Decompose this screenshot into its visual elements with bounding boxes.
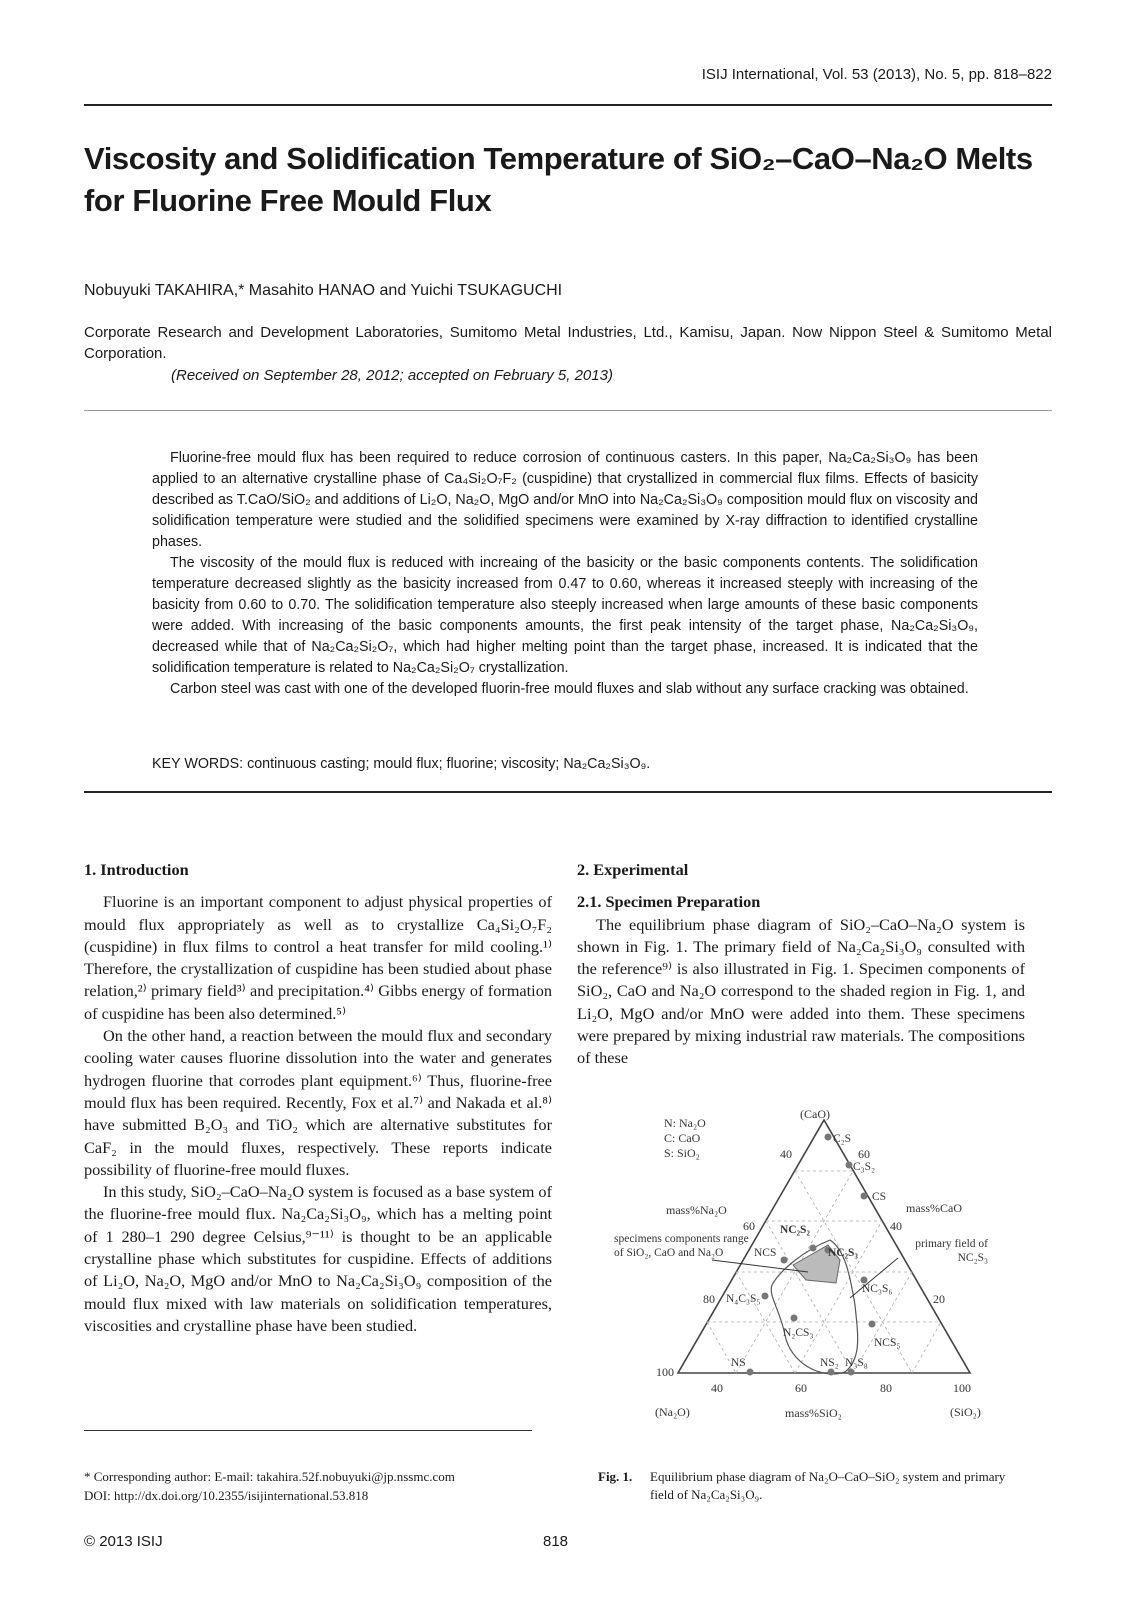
label-n4c3s5: N₄C₃S₅ (726, 1293, 761, 1305)
tick-right-40: 40 (890, 1219, 902, 1233)
tick-bottom-100: 100 (953, 1381, 971, 1395)
legend-sio2: S: SiO₂ (664, 1146, 700, 1160)
abstract-paragraph-2: The viscosity of the mould flux is reduced with increaing of the basicity or the basic components contents. The solidification temperature decreased slightly as the basicity increased from 0.47 to 0.60, whereas it increased steeply with increasing of the basicity from 0.60 to 0.70. The solidification temperature also steeply increased when large amounts of these basic components were added. With increasing of the basic components amounts, the first peak intensity of the target phase, Na₂Ca₂Si₃O₉, decreased while that of Na₂Ca₂Si₂O₇, which had higher melting point than the target phase, increased. It is indicated that the solidification temperature is related to Na₂Ca₂Si₂O₇ crystallization. (152, 555, 978, 676)
apex-cao: (CaO) (800, 1107, 830, 1121)
label-nc2s3: NC₂S₃ (828, 1247, 858, 1259)
intro-paragraph-3: In this study, SiO₂–CaO–Na₂O system is focused as a base system of the fluorine-free mould flux. Na₂Ca₂Si₃O₉, which has a melting point of 1 280–1 290 degree Celsius,⁹⁻¹¹⁾ is thought to be an applicable crystalline phase which substitutes for cuspidine. Effects of additions of Li₂O, Na₂O, MgO and/or MnO to Na₂Ca₂Si₃O₉ composition of the mould flux mixed with law materials on solidification temperatures, viscosities and crystalline phase have been studied. (84, 1182, 552, 1335)
tick-left-60: 60 (743, 1219, 755, 1233)
axis-label-na2o: mass%Na₂O (666, 1203, 727, 1217)
label-ns: NS (731, 1357, 746, 1369)
page-number: 818 (543, 1533, 569, 1550)
label-ns2: NS₂ (820, 1357, 839, 1369)
label-ncs: NCS (754, 1247, 777, 1259)
footnote-rule (84, 1430, 532, 1431)
title-line-1: Viscosity and Solidification Temperature of SiO₂–CaO–Na₂O Melts (84, 141, 1033, 176)
authors: Nobuyuki TAKAHIRA,* Masahito HANAO and Yuichi TSUKAGUCHI (84, 282, 563, 299)
intro-paragraph-2: On the other hand, a reaction between the mould flux and secondary cooling water causes fluorine dissolution into the water and generates hydrogen fluorine that corrodes plant equipment.⁶⁾ Thus, fluorine-free mould flux has been required. Recently, Fox et al.⁷⁾ and Nakada et al.⁸⁾ have submitted B₂O₃ and TiO₂ which are alternative substitutes for CaF₂ in the mould fluxes, respectively. These reports indicate possibility of fluorine-free mould fluxes. (84, 1026, 552, 1179)
annotation-primary-field: primary field of NC₂S₃ (915, 1238, 988, 1264)
right-column (577, 859, 1025, 1070)
experimental-paragraph-1: The equilibrium phase diagram of SiO₂–CaO–Na₂O system is shown in Fig. 1. The primary field of Na₂Ca₂Si₃O₉ consulted with the reference⁹⁾ is also illustrated in Fig. 1. Specimen components of SiO₂, CaO and Na₂O correspond to the shaded region in Fig. 1, and Li₂O, MgO and/or MnO were added into them. These specimens were prepared by mixing industrial raw materials. The compositions of these (577, 914, 1025, 1068)
label-n3s8: N₃S₈ (845, 1357, 868, 1369)
copyright: © 2013 ISIJ (84, 1533, 163, 1550)
tick-bottom-60: 60 (795, 1381, 807, 1395)
legend-cao: C: CaO (664, 1131, 701, 1145)
intro-paragraph-1: Fluorine is an important component to adjust physical properties of mould flux appropriately as well as to crystallize Ca₄Si₂O₇F₂ (cuspidine) in flux films to control a heat transfer for mild cooling.¹⁾ Therefore, the crystallization of cuspidine has been studied about phase relation,²⁾ primary field³⁾ and precipitation.⁴⁾ Gibbs energy of formation of cuspidine has been also determined.⁵⁾ (84, 892, 552, 1023)
abstract (152, 448, 978, 700)
phase-diagram-figure (600, 1100, 1040, 1430)
title-line-2: for Fluorine Free Mould Flux (84, 183, 492, 218)
apex-sio2: (SiO₂) (950, 1405, 981, 1419)
paper-title (84, 138, 1064, 222)
footnote (84, 1467, 455, 1505)
affiliation: Corporate Research and Development Laboratories, Sumitomo Metal Industries, Ltd., Kamisu, Japan. Now Nippon Steel & Sumitomo Metal Corporation. (84, 324, 1052, 362)
apex-na2o: (Na₂O) (655, 1405, 690, 1419)
label-cs: CS (872, 1191, 887, 1203)
annotation-specimens: specimens components range of SiO₂, CaO and Na₂O (614, 1233, 749, 1259)
corresponding-author: * Corresponding author: E-mail: takahira.52f.nobuyuki@jp.nssmc.com (84, 1469, 455, 1484)
tick-bottom-80: 80 (880, 1381, 892, 1395)
left-column (84, 859, 552, 1337)
abstract-paragraph-3: Carbon steel was cast with one of the developed fluorin-free mould fluxes and slab without any surface cracking was obtained. (170, 681, 969, 697)
received-dates: (Received on September 28, 2012; accepted on February 5, 2013) (171, 367, 613, 384)
abstract-paragraph-1: Fluorine-free mould flux has been required to reduce corrosion of continuous casters. In this paper, Na₂Ca₂Si₃O₉ has been applied to an alternative crystalline phase of Ca₄Si₂O₇F₂ (cuspidine) that crystallized in commercial flux films. Effects of basicity described as T.CaO/SiO₂ and additions of Li₂O, Na₂O, MgO and/or MnO into Na₂Ca₂Si₃O₉ composition mould flux on viscosity and solidification temperature were studied and the solidified specimens were examined by X-ray diffraction to identified crystalline phases. (152, 450, 978, 550)
abstract-bottom-rule (84, 791, 1052, 793)
journal-citation: ISIJ International, Vol. 53 (2013), No. 5, pp. 818–822 (701, 66, 1052, 83)
label-n2cs3: N₂CS₃ (783, 1327, 814, 1339)
tick-right-60: 60 (858, 1147, 870, 1161)
keywords: KEY WORDS: continuous casting; mould flux; fluorine; viscosity; Na₂Ca₂Si₃O₉. (152, 756, 651, 772)
label-c3s2: C₃S₂ (853, 1161, 876, 1173)
tick-right-20: 20 (933, 1292, 945, 1306)
label-c2s: C₂S (833, 1133, 852, 1145)
abstract-top-rule (84, 410, 1052, 411)
figure-caption (598, 1468, 1038, 1504)
doi: DOI: http://dx.doi.org/10.2355/isijinternational.53.818 (84, 1488, 369, 1503)
tick-left-80: 80 (703, 1292, 715, 1306)
tick-bottom-40: 40 (711, 1381, 723, 1395)
header-rule (84, 104, 1052, 106)
axis-label-sio2: mass%SiO₂ (785, 1406, 842, 1420)
experimental-heading: 2. Experimental (577, 860, 689, 879)
caption-label: Fig. 1. (598, 1469, 633, 1484)
label-nc2s2: NC₂S₂ (780, 1224, 810, 1236)
legend-na2o: N: Na₂O (664, 1116, 706, 1130)
label-ncs5: NCS₅ (874, 1337, 901, 1349)
label-nc3s6: NC₃S₆ (862, 1283, 893, 1295)
axis-label-cao: mass%CaO (906, 1201, 962, 1215)
tick-left-40: 40 (780, 1147, 792, 1161)
specimen-heading: 2.1. Specimen Preparation (577, 892, 761, 912)
caption-text: Equilibrium phase diagram of Na₂O–CaO–SiO₂ system and primary field of Na₂Ca₂Si₃O₉. (650, 1469, 1006, 1502)
tick-left-100: 100 (656, 1365, 674, 1379)
intro-heading: 1. Introduction (84, 860, 189, 879)
